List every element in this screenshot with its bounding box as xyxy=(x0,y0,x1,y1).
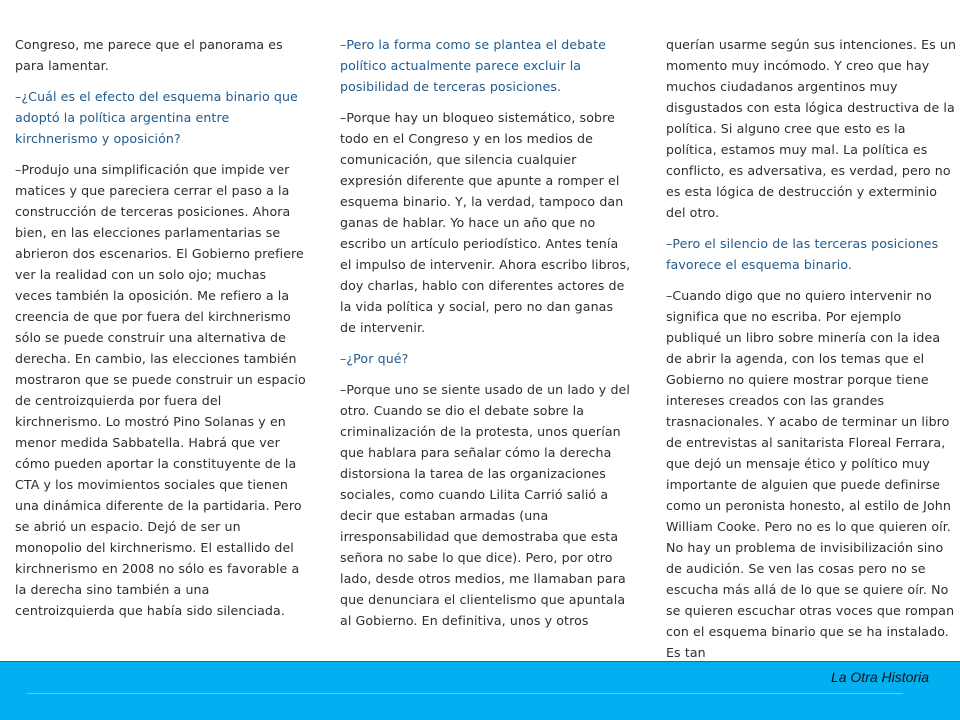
footer-title: La Otra Historia xyxy=(830,669,929,685)
paragraph: Congreso, me parece que el panorama es para lamentar. xyxy=(15,37,283,73)
paragraph: –Produjo una simplificación que impide ver matices y que pareciera cerrar el paso a la construcción de terceras posiciones. Ahora bien, en las elecciones parlamentarias se abrieron dos escenarios. El Gobierno prefiere ver la realidad con un solo ojo; muchas veces también la oposición. Me refiero a la creencia de que por fuera del kirchnerismo sólo se puede construir una alternativa de derecha. En cambio, las elecciones también mostraron que se puede construir un espacio de centroizquierda por fuera del kirchnerismo. Lo mostró Pino Solanas y en menor medida Sabbatella. Habrá que ver cómo pueden aportar la constituyente de la CTA y los movimientos sociales que tienen una dinámica diferente de la partidaria. Pero se abrió un espacio. Dejó de ser un monopolio del kirchnerismo. El estallido del kirchnerismo en 2008 no sólo es favorable a la derecha sino también a una centroizquierda que había sido silenciada. xyxy=(15,162,306,618)
column-2 xyxy=(340,34,632,641)
paragraph: –Cuando digo que no quiero intervenir no significa que no escriba. Por ejemplo publiqué un libro sobre minería con la idea de abrir la agenda, con los temas que el Gobierno no quiere mostrar porque tiene intereses creados con las grandes trasnacionales. Y acabo de terminar un libro de entrevistas al sanitarista Floreal Ferrara, que dejó un mensaje ético y político muy importante de alguien que puede definirse como un peronista honesto, al estilo de John William Cooke. Pero no es lo que quieren oír. No hay un problema de invisibilización sino de audición. Se ven las cosas pero no se escucha más allá de lo que se quiere oír. No se quieren escuchar otras voces que rompan con el esquema binario que se ha instalado. Es tan xyxy=(666,288,955,660)
interview-question: –Pero el silencio de las terceras posiciones favorece el esquema binario. xyxy=(666,236,939,272)
column-3 xyxy=(666,34,958,673)
interview-question: –¿Por qué? xyxy=(340,351,409,366)
column-1 xyxy=(15,34,307,631)
interview-question: –Pero la forma como se plantea el debate político actualmente parece excluir la posibilidad de terceras posiciones. xyxy=(340,37,607,94)
footer-bar xyxy=(0,661,960,720)
paragraph: –Porque uno se siente usado de un lado y del otro. Cuando se dio el debate sobre la criminalización de la protesta, unos querían que hablara para señalar cómo la derecha distorsiona la tarea de las organizaciones sociales, como cuando Lilita Carrió salió a decir que estaban armadas (una irresponsabilidad que demostraba que esta señora no sabe lo que dice). Pero, por otro lado, desde otros medios, me llamaban para que denunciara el clientelismo que apuntala al Gobierno. En definitiva, unos y otros xyxy=(340,382,630,628)
interview-question: –¿Cuál es el efecto del esquema binario que adoptó la política argentina entre kirchnerismo y oposición? xyxy=(15,89,298,146)
footer-divider xyxy=(27,693,903,694)
paragraph: –Porque hay un bloqueo sistemático, sobre todo en el Congreso y en los medios de comunicación, que silencia cualquier expresión diferente que apunte a romper el esquema binario. Y, la verdad, tampoco dan ganas de hablar. Yo hace un año que no escribo un artículo periodístico. Antes tenía el impulso de intervenir. Ahora escribo libros, doy charlas, hablo con diferentes actores de la vida política y social, pero no dan ganas de intervenir. xyxy=(340,110,631,335)
paragraph: querían usarme según sus intenciones. Es un momento muy incómodo. Y creo que hay muchos ciudadanos argentinos muy disgustados con esta lógica destructiva de la política. Si alguno cree que esto es la política, estamos muy mal. La política es conflicto, es adversativa, es verdad, pero no es esta lógica de destrucción y exterminio del otro. xyxy=(666,37,957,220)
